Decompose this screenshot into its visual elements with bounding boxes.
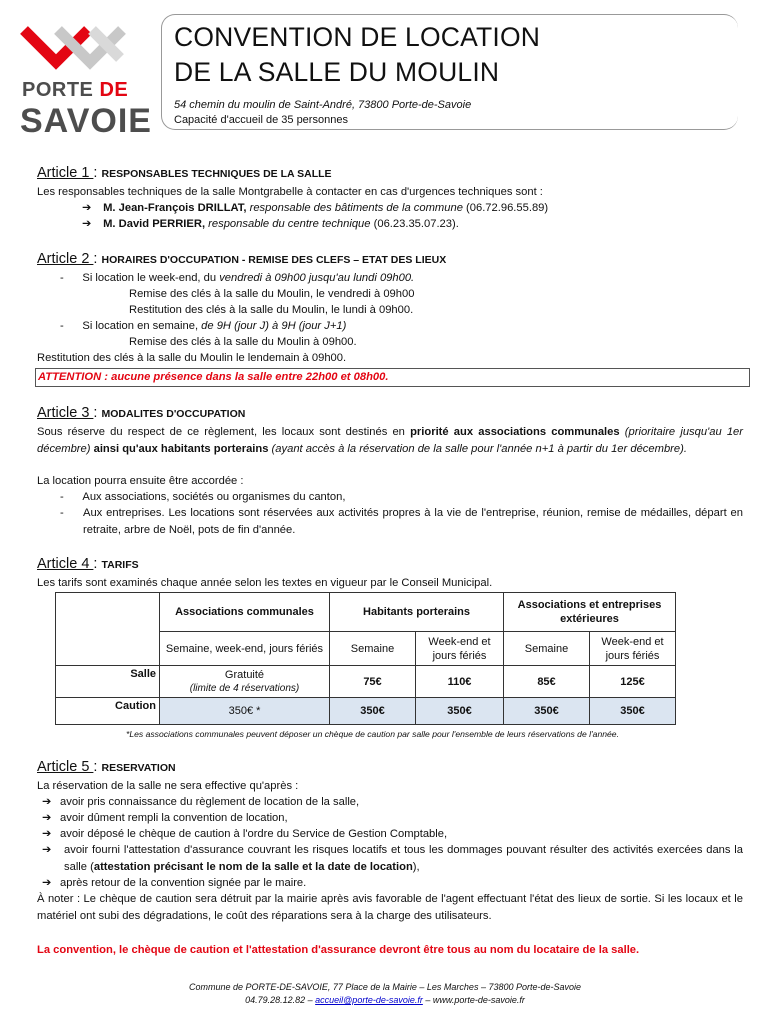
bullet-associations: - Aux associations, sociétés ou organismes du canton, [60, 491, 346, 503]
deposit-note: À noter : Le chèque de caution sera détruit par la mairie après avis favorable de l'agent effectuant l'état des lieux de sortie. Si les locaux et le matériel ont subi des dégradations, le coût des réparations sera à la charge des utilisateurs. [37, 893, 743, 922]
article-1-intro: Les responsables techniques de la salle Montgrabelle à contacter en cas d'urgences techniques sont : [37, 186, 543, 198]
sub-external-week: Semaine [504, 632, 590, 666]
final-notice: La convention, le chèque de caution et l'attestation d'assurance devront être tous au nom du locataire de la salle. [37, 944, 640, 956]
arrow-right-icon: ➔ [42, 812, 52, 824]
contact-perrier: ➔ M. David PERRIER, responsable du centre technique (06.23.35.07.23). [82, 216, 459, 233]
reservation-item: ➔ avoir déposé le chèque de caution à l'ordre du Service de Gestion Comptable, [42, 826, 447, 843]
header-associations: Associations communales [160, 593, 330, 632]
header-external: Associations et entreprises extérieures [504, 593, 676, 632]
weekend-rental: - Si location le week-end, du vendredi à 09h00 jusqu'au lundi 09h00. [60, 272, 415, 284]
table-corner-cell [56, 593, 160, 666]
row-label-salle: Salle [56, 666, 160, 698]
caution-residents-weekend: 350€ [416, 698, 504, 725]
reservation-item: ➔ avoir pris connaissance du règlement de location de la salle, [42, 794, 359, 811]
footer-contact: 04.79.28.12.82 – accueil@porte-de-savoie.fr – www.porte-de-savoie.fr [245, 995, 525, 1005]
sub-residents-weekend: Week-end et jours fériés [416, 632, 504, 666]
logo-line1: PORTE DE [22, 79, 129, 101]
hall-capacity: Capacité d'accueil de 35 personnes [174, 114, 348, 126]
table-header-row [56, 593, 676, 632]
weekday-rental: - Si location en semaine, de 9H (jour J) à 9H (jour J+1) [60, 320, 347, 332]
article-5-heading: Article 5 : RESERVATION [37, 759, 176, 775]
salle-external-weekend: 125€ [590, 666, 676, 698]
caution-external-week: 350€ [504, 698, 590, 725]
tariffs-table [55, 592, 676, 725]
weekend-key-return: Restitution des clés à la salle du Moulin, le lundi à 09h00. [129, 304, 414, 316]
reservation-item-insurance: avoir fourni l'attestation d'assurance couvrant les risques locatifs et tous les dommages pouvant résulter des activités exercées dans la salle (attestation précisant le nom de la salle et la date de location), [64, 844, 743, 873]
footer-email-link[interactable]: accueil@porte-de-savoie.fr [315, 995, 423, 1005]
reservation-intro: La réservation de la salle ne sera effective qu'après : [37, 780, 299, 792]
logo-chevron-icon [16, 12, 148, 82]
article-4-heading: Article 4 : TARIFS [37, 556, 139, 572]
caution-residents-week: 350€ [330, 698, 416, 725]
reservation-item: ➔ après retour de la convention signée par le maire. [42, 875, 306, 892]
tariffs-footnote: *Les associations communales peuvent déposer un chèque de caution par salle pour l'ensemble de leurs réservations de l'année. [126, 729, 619, 739]
hall-address: 54 chemin du moulin de Saint-André, 73800 Porte-de-Savoie [174, 99, 472, 111]
contact-drillat: ➔ M. Jean-François DRILLAT, responsable des bâtiments de la commune (06.72.96.55.89) [82, 200, 548, 217]
bullet-dash: - [60, 507, 64, 519]
weekend-key-handover: Remise des clés à la salle du Moulin, le vendredi à 09h00 [129, 288, 415, 300]
arrow-right-icon: ➔ [82, 202, 92, 214]
reservation-item: ➔ avoir dûment rempli la convention de location, [42, 810, 288, 827]
attention-text: ATTENTION : aucune présence dans la salle entre 22h00 et 08h00. [38, 371, 389, 383]
article-3-further: La location pourra ensuite être accordée : [37, 475, 244, 487]
arrow-right-icon: ➔ [42, 877, 52, 889]
arrow-right-icon: ➔ [42, 796, 52, 808]
weekday-key-handover: Remise des clés à la salle du Moulin à 09h00. [129, 336, 357, 348]
caution-associations: 350€ * [160, 698, 330, 725]
arrow-right-icon: ➔ [82, 218, 92, 230]
footer-address: Commune de PORTE-DE-SAVOIE, 77 Place de la Mairie – Les Marches – 73800 Porte-de-Savoie [188, 982, 582, 992]
salle-residents-weekend: 110€ [416, 666, 504, 698]
table-row-caution [56, 698, 676, 725]
porte-de-savoie-logo [16, 12, 152, 140]
salle-associations: Gratuité (limite de 4 réservations) [160, 666, 330, 698]
weekday-key-return: Restitution des clés à la salle du Moulin le lendemain à 09h00. [37, 352, 347, 364]
arrow-right-icon: ➔ [42, 844, 52, 856]
caution-external-weekend: 350€ [590, 698, 676, 725]
article-3-priority-paragraph: Sous réserve du respect de ce règlement, les locaux sont destinés en priorité aux associations communales (prioritaire jusqu'au 1er décembre) ainsi qu'aux habitants porterains (ayant accès à la réservation de la salle pour l'année n+1 à partir du 1er décembre). [37, 426, 744, 455]
table-row-salle [56, 666, 676, 698]
bullet-companies: Aux entreprises. Les locations sont réservées aux activités propres à la vie de l'entreprise, réunion, remise de médailles, départ en retraite, arbre de Noël, pots de fin d'année. [83, 507, 743, 536]
salle-residents-week: 75€ [330, 666, 416, 698]
sub-external-weekend: Week-end et jours fériés [590, 632, 676, 666]
sub-residents-week: Semaine [330, 632, 416, 666]
article-2-heading: Article 2 : HORAIRES D'OCCUPATION - REMISE DES CLEFS – ETAT DES LIEUX [37, 251, 447, 267]
logo-line2: SAVOIE [20, 102, 152, 140]
tariffs-intro: Les tarifs sont examinés chaque année selon les textes en vigueur par le Conseil Municipal. [37, 577, 493, 589]
article-1-heading: Article 1 : RESPONSABLES TECHNIQUES DE LA SALLE [37, 165, 332, 181]
page-title: CONVENTION DE LOCATION DE LA SALLE DU MOULIN [174, 22, 541, 87]
article-3-heading: Article 3 : MODALITES D'OCCUPATION [37, 405, 246, 421]
row-label-caution: Caution [56, 698, 160, 725]
header-residents: Habitants porterains [330, 593, 504, 632]
sub-associations: Semaine, week-end, jours fériés [160, 632, 330, 666]
salle-external-week: 85€ [504, 666, 590, 698]
arrow-right-icon: ➔ [42, 828, 52, 840]
